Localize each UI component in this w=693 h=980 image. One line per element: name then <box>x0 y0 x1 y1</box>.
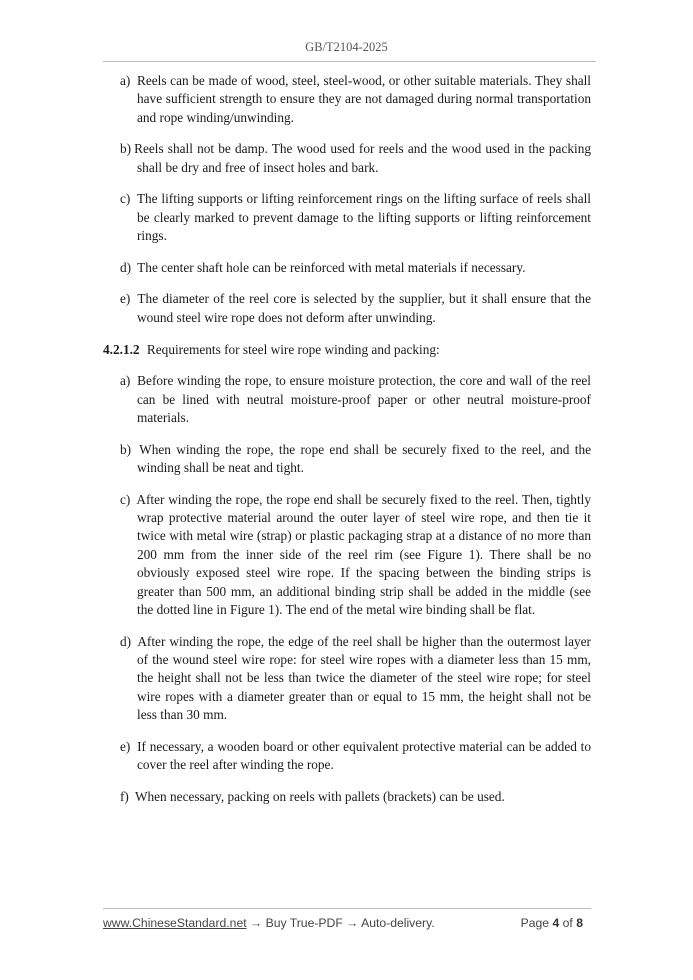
page-number: 4 <box>552 916 560 930</box>
of-word: of <box>562 916 573 930</box>
list-item-text: The diameter of the reel core is selected by the supplier, but it shall ensure that the wound steel wire rope does not deform after unwinding. <box>137 291 591 325</box>
list-item-label: e) <box>120 738 131 754</box>
footer-divider <box>103 908 591 909</box>
list-item-label: b) <box>120 141 132 157</box>
list-item <box>103 190 591 245</box>
list-item <box>103 738 591 775</box>
page-word: Page <box>520 916 550 930</box>
list-item-text: When winding the rope, the rope end shall be securely fixed to the reel, and the winding shall be neat and tight. <box>137 441 591 476</box>
list-item-text: Before winding the rope, to ensure moisture protection, the core and wall of the reel can be lined with neutral moisture-proof paper or other neutral moisture-proof materials. <box>137 373 591 426</box>
page-header: GB/T2104-2025 <box>305 40 388 54</box>
list-item-text: After winding the rope, the rope end shall be securely fixed to the reel. Then, tightly wrap protective material around the outer layer of steel wire rope, and then tie it twice with metal wire (strap) or plastic packaging strap at a distance of no more than 200 mm from the inner side of the reel rim (see Figure 1). There shall be no obviously exposed steel wire rope. If the spacing between the binding strips is greater than 500 mm, an additional binding strip shall be added in the middle (see the dotted line in Figure 1). The end of the metal wire binding shall be flat. <box>136 491 591 618</box>
list-item <box>103 72 591 127</box>
list-item <box>103 372 591 427</box>
list-item-label: c) <box>120 491 131 507</box>
list-item-text: The center shaft hole can be reinforced with metal materials if necessary. <box>137 259 526 275</box>
page-footer <box>103 916 591 934</box>
footer-tagline: → Buy True-PDF → Auto-delivery. <box>250 916 435 930</box>
list-item-label: f) <box>120 788 129 804</box>
section-title: Requirements for steel wire rope winding and packing: <box>146 341 440 357</box>
list-item-text: If necessary, a wooden board or other equivalent protective material can be added to cover the reel after winding the rope. <box>137 738 591 773</box>
list-item-label: e) <box>120 291 131 307</box>
list-item-label: a) <box>120 373 131 389</box>
header-divider <box>103 61 596 62</box>
footer-promo <box>103 916 435 930</box>
list-item <box>103 441 591 478</box>
total-pages: 8 <box>576 916 583 930</box>
list-item-label: b) <box>120 441 132 457</box>
list-item <box>103 259 591 277</box>
list-item-text: Reels can be made of wood, steel, steel-wood, or other suitable materials. They shall have sufficient strength to ensure they are not damaged during normal transportation and rope winding/unwinding. <box>137 73 592 125</box>
list-item <box>103 290 591 327</box>
list-item <box>103 491 591 620</box>
list-item-label: d) <box>120 633 132 649</box>
section-heading <box>103 341 591 359</box>
list-item-text: When necessary, packing on reels with pallets (brackets) can be used. <box>134 788 505 804</box>
list-item-label: c) <box>120 191 131 207</box>
list-item <box>103 633 591 725</box>
page-indicator <box>521 916 583 930</box>
list-item <box>103 788 591 806</box>
list-item <box>103 140 591 177</box>
section-number: 4.2.1.2 <box>103 341 140 357</box>
list-item-text: After winding the rope, the edge of the reel shall be higher than the outermost layer of the wound steel wire rope: for steel wire ropes with a diameter less than 15 mm, the height shall not be less than twice the diameter of the steel wire rope; for steel wire ropes with a diameter greater than or equal to 15 mm, the height shall not be less than 30 mm. <box>137 633 591 723</box>
list-item-text: The lifting supports or lifting reinforcement rings on the lifting surface of reels shall be clearly marked to prevent damage to the lifting supports or lifting reinforcement rings. <box>136 191 591 244</box>
document-body <box>103 72 591 806</box>
list-item-text: Reels shall not be damp. The wood used for reels and the wood used in the packing shall be dry and free of insect holes and bark. <box>134 141 591 175</box>
list-item-label: a) <box>120 73 131 88</box>
site-link[interactable]: www.ChineseStandard.net <box>103 916 247 930</box>
list-item-label: d) <box>120 259 132 275</box>
